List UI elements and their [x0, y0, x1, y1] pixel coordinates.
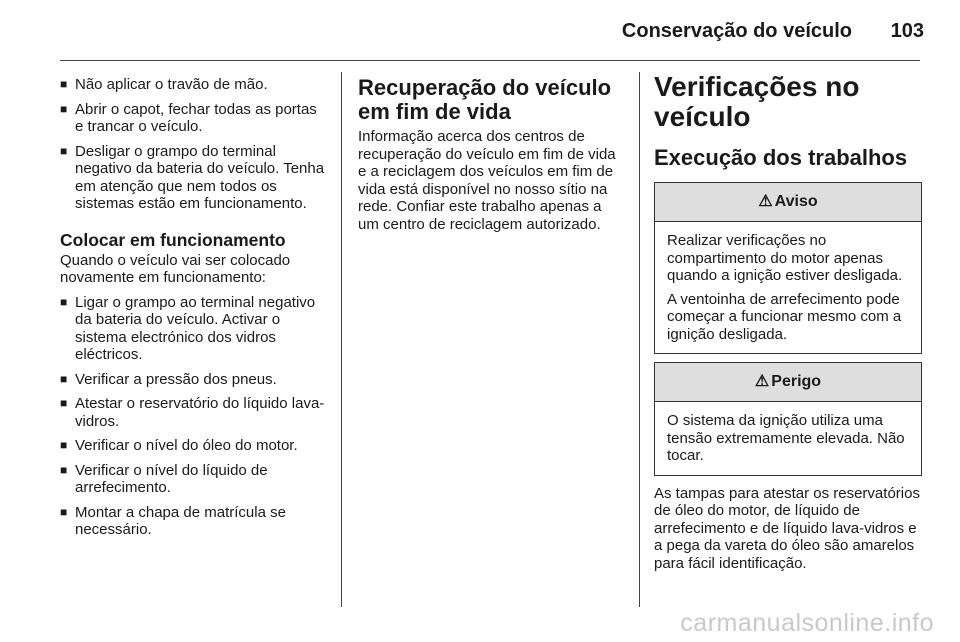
warning-icon: ⚠ — [758, 193, 773, 210]
column-3 — [654, 72, 922, 572]
list-item: ■ Montar a chapa de matrícula se necessário. — [60, 503, 286, 538]
bullet-icon: ■ — [60, 438, 68, 452]
bullet-icon: ■ — [60, 371, 68, 386]
list-item: ■ Verificar o nível do óleo do motor. — [60, 437, 298, 454]
subsection-heading: Execução dos trabalhos — [654, 145, 908, 170]
warning-box-perigo — [654, 362, 922, 476]
body-text: Informação acerca dos centros de recuperação do veículo em fim de vida e a reciclagem dos veículos em fim de vida está disponível no nosso sítio na rede. Confiar este trabalho apenas a um centro de reciclagem autorizado. — [358, 128, 616, 233]
body-text: As tampas para atestar os reservatórios de óleo do motor, de líquido de arrefecimento e de líquido lava-vidros e a pega da vareta do óleo são amarelos para fácil identificação. — [654, 484, 920, 572]
bullet-icon: ■ — [60, 396, 68, 410]
section-heading: Recuperação do veículo em fim de vida — [358, 75, 612, 124]
bullet-icon: ■ — [60, 504, 68, 519]
list-item: ■ Não aplicar o travão de mão. — [60, 76, 268, 93]
storage-bullet-list — [60, 76, 325, 213]
header-divider — [60, 60, 920, 61]
page-header — [0, 0, 960, 60]
warning-box-body: O sistema da ignição utiliza uma tensão extremamente elevada. Não tocar. — [667, 412, 905, 464]
section-heading: Colocar em funcionamento — [60, 229, 286, 250]
watermark: carmanualsonline.info — [680, 609, 934, 637]
list-item: ■ Abrir o capot, fechar todas as portas e trancar o veículo. — [60, 100, 317, 135]
warning-box-header: ⚠ Aviso — [655, 183, 921, 222]
column-divider-1 — [341, 72, 342, 607]
column-divider-2 — [639, 72, 640, 607]
warning-box-body: Realizar verificações no compartimento do motor apenas quando a ignição estiver desligada. A ventoinha de arrefecimento pode começar a funcionar mesmo com a ignição desligada. — [667, 232, 903, 343]
bullet-icon: ■ — [60, 101, 68, 116]
bullet-icon: ■ — [60, 143, 68, 158]
restart-bullet-list — [60, 294, 325, 539]
list-item: ■ Ligar o grampo ao terminal negativo da bateria do veículo. Activar o sistema electrónico dos vidros eléctricos. — [60, 293, 316, 363]
bullet-icon: ■ — [60, 294, 68, 309]
warning-box-aviso — [654, 182, 922, 354]
column-1 — [60, 76, 325, 546]
list-item: ■ Verificar o nível do líquido de arrefecimento. — [60, 461, 268, 496]
intro-text: Quando o veículo vai ser colocado novamente em funcionamento: — [60, 251, 291, 286]
warning-icon: ⚠ — [754, 373, 770, 390]
bullet-icon: ■ — [60, 462, 68, 477]
list-item: ■ Verificar a pressão dos pneus. — [60, 370, 277, 388]
warning-box-header: ⚠ Perigo — [655, 363, 921, 402]
list-item: ■ Atestar o reservatório do líquido lava-vidros. — [60, 395, 325, 430]
page-number: 103 — [890, 20, 924, 42]
section-title: Conservação do veículo — [621, 20, 852, 42]
bullet-icon: ■ — [60, 77, 68, 91]
list-item: ■ Desligar o grampo do terminal negativo da bateria do veículo. Tenha em atenção que nem todos os sistemas estão em funcionamento. — [60, 142, 325, 212]
column-2 — [358, 76, 623, 233]
section-heading: Verificações no veículo — [654, 71, 860, 132]
